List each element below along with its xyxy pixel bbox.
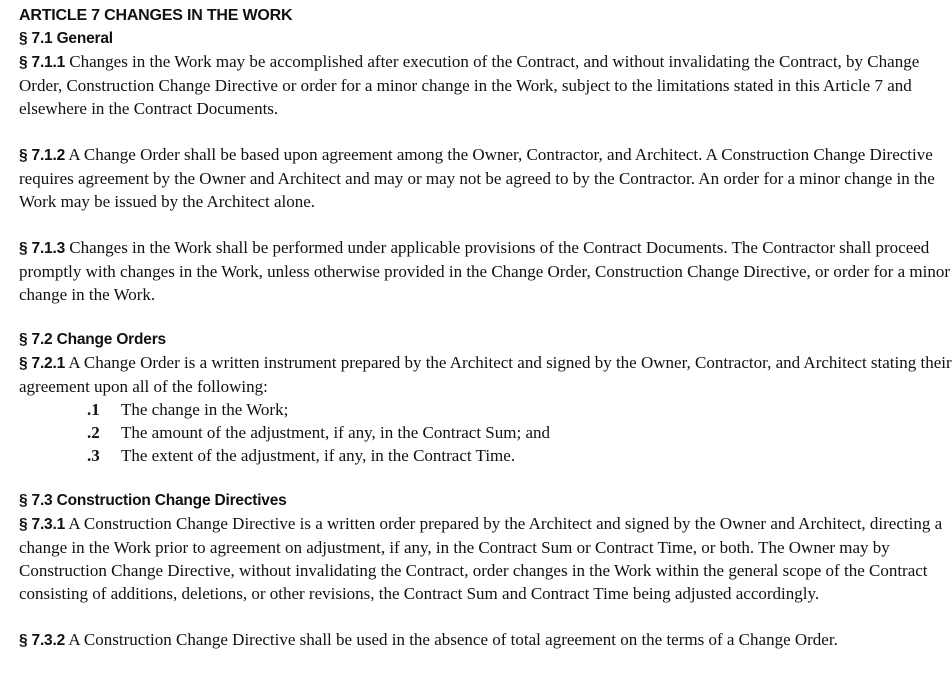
- article-title: ARTICLE 7 CHANGES IN THE WORK: [19, 7, 293, 24]
- section-number: § 7.2.1: [19, 355, 66, 372]
- list-item-text: The change in the Work;: [121, 400, 289, 419]
- paragraph-7-1-1: [19, 50, 952, 120]
- section-heading-7-2: § 7.2 Change Orders: [19, 331, 166, 348]
- list-item-text: The amount of the adjustment, if any, in the Contract Sum; and: [121, 423, 551, 442]
- paragraph-text: Changes in the Work may be accomplished after execution of the Contract, and without invalidating the Contract, by Change Order, Construction Change Directive or order for a minor change in the Work, subject to the limitations stated in this Article 7 and elsewhere in the Contract Documents.: [19, 52, 920, 118]
- list-marker: .3: [87, 446, 100, 465]
- list-marker: .1: [87, 400, 100, 419]
- paragraph-7-3-2: [19, 628, 952, 652]
- paragraph-text: A Construction Change Directive is a written order prepared by the Architect and signed by the Owner and Architect, directing a change in the Work prior to agreement on adjustment, if any, in the Contract Sum or Contract Time, or both. The Owner may by Construction Change Directive, without invalidating the Contract, order changes in the Work within the general scope of the Contract consisting of additions, deletions, or other revisions, the Contract Sum and Contract Time being adjusted accordingly.: [19, 514, 943, 603]
- list-item: [19, 398, 952, 421]
- paragraph-text: A Change Order shall be based upon agreement among the Owner, Contractor, and Architect. A Construction Change Directive requires agreement by the Owner and Architect and may or may not be agreed to by the Contractor. An order for a minor change in the Work may be issued by the Architect alone.: [19, 145, 935, 211]
- section-number: § 7.1.1: [19, 54, 66, 71]
- paragraph-7-2-1: [19, 351, 952, 398]
- paragraph-text: A Construction Change Directive shall be used in the absence of total agreement on the terms of a Change Order.: [65, 630, 838, 649]
- paragraph-text: Changes in the Work shall be performed under applicable provisions of the Contract Documents. The Contractor shall proceed promptly with changes in the Work, unless otherwise provided in the Change Order, Construction Change Directive, or order for a minor change in the Work.: [19, 238, 950, 304]
- section-number: § 7.1.3: [19, 240, 66, 257]
- section-number: § 7.3.1: [19, 516, 66, 533]
- change-order-list: [19, 398, 952, 467]
- list-item-text: The extent of the adjustment, if any, in the Contract Time.: [121, 446, 516, 465]
- paragraph-7-3-1: [19, 512, 952, 605]
- list-marker: .2: [87, 423, 100, 442]
- paragraph-7-1-2: [19, 143, 952, 213]
- paragraph-text: A Change Order is a written instrument prepared by the Architect and signed by the Owner, Contractor, and Architect stating their agreement upon all of the following:: [19, 353, 952, 396]
- list-item: [19, 444, 952, 467]
- section-number: § 7.1.2: [19, 147, 66, 164]
- section-number: § 7.3.2: [19, 632, 66, 649]
- section-heading-7-3: § 7.3 Construction Change Directives: [19, 492, 287, 509]
- paragraph-7-1-3: [19, 236, 952, 306]
- section-heading-7-1: § 7.1 General: [19, 30, 113, 47]
- list-item: [19, 421, 952, 444]
